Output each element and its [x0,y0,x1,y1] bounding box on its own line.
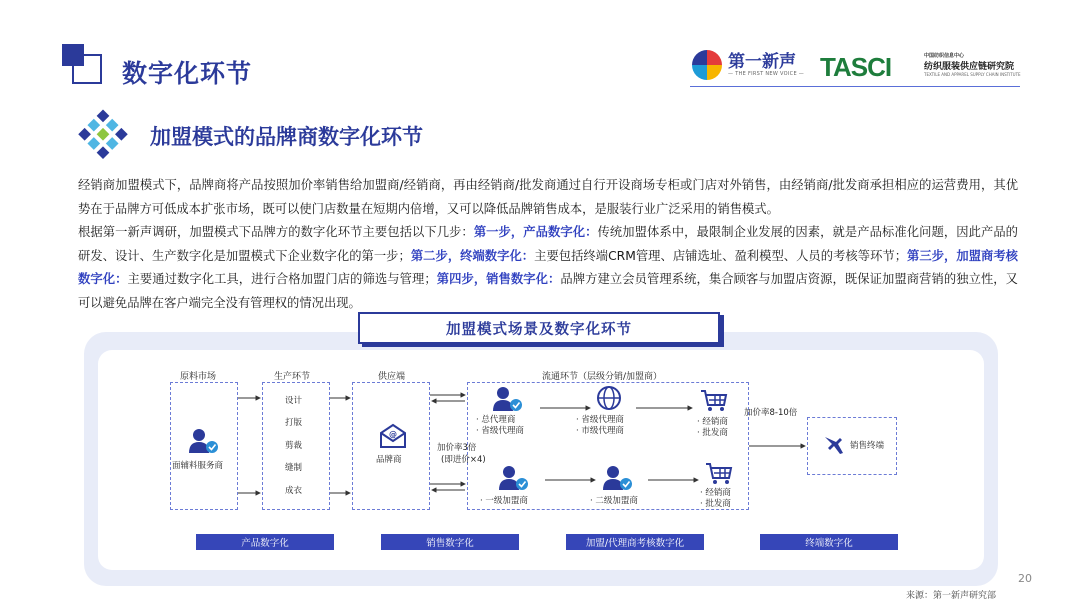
brand1-slogan: — THE FIRST NEW VOICE — [728,71,805,77]
step2-label: 第二步，终端数字化： [410,248,535,263]
top-agent-1: · 总代理商 [476,415,516,425]
institute-en: TEXTILE AND APPAREL SUPPLY CHAIN INSTITUTE [924,72,1021,77]
top-dealer-1: · 经销商 [697,417,728,427]
low-dealer-2: · 批发商 [700,499,731,509]
markup-3x-label: 加价率3倍 [437,443,477,453]
low-dealer-1: · 经销商 [700,488,731,498]
institute-parent: 中国纺织信息中心 [924,53,965,59]
step3-label: 第三步，加盟商考核数字化： [78,248,1018,286]
para-intro: 经销商加盟模式下，品牌商将产品按照加价率销售给加盟商/经销商，再由经销商/批发商通过自行开设商场专柜或门店对外销售，由经销商/批发商承担相应的运营费用，其优势在于品牌方可低成本扩张市场，既可以使门店数量在短期内倍增，又可以降低品牌销售成本，是服装行业广泛采用的销售模式。 [78,178,1018,216]
svg-text:@: @ [389,430,397,439]
brand-node-label: 品牌商 [376,455,402,465]
top-agent-2: · 省级代理商 [476,426,524,436]
page-title: 数字化环节 [122,59,253,88]
terminal-label: 销售终端 [850,441,885,451]
step1-label: 第一步，产品数字化： [473,225,598,239]
bar-sales-digital: 销售数字化 [381,534,519,550]
prod-step-design: 设计 [285,396,303,406]
raw-node-label: 面辅料服务商 [172,461,224,471]
col-supply: 供应端 [378,372,406,382]
top-dealer-2: · 批发商 [697,428,728,438]
bar-terminal-digital: 终端数字化 [760,534,898,550]
institute-name: 纺织服装供应链研究院 [924,62,1015,72]
step3-text: 主要通过数字化工具，进行合格加盟门店的筛选与管理； [127,272,437,286]
col-raw-market: 原料市场 [180,372,217,382]
step1-text: 传统加盟体系中，最限制企业发展的因素，就是产品标准化问题，因此产品的研发、设计、生产数字化是加盟模式下企业数字化的第一步； [78,225,1018,263]
step4-text: 品牌方建立会员管理系统，集合顾客与加盟店资源，既保证加盟商营销的独立性，又可以避免品牌在客户端完全没有管理权的情况出现。 [78,272,1018,310]
franchisee-2-label: · 二级加盟商 [590,496,638,506]
brand-tasci-logo: TASCI [820,52,892,82]
bar-product-digital: 产品数字化 [196,534,334,550]
markup-3x-note: (即进价×4) [441,455,486,465]
para-lead: 根据第一新声调研，加盟模式下品牌方的数字化环节主要包括以下几步： [78,225,474,239]
col-circulation: 流通环节（层级分销/加盟商） [542,372,663,382]
page-number: 20 [1018,572,1032,585]
source-note: 来源：第一新声研究部 [905,591,996,601]
mid-agent-2: · 市级代理商 [576,426,624,436]
diagram-title: 加盟模式场景及数字化环节 [358,312,720,344]
markup-810-label: 加价率8-10倍 [744,408,798,418]
bar-franchise-digital: 加盟/代理商考核数字化 [566,534,704,550]
franchisee-1-label: · 一级加盟商 [480,496,528,506]
prod-step-pattern: 打版 [285,418,303,428]
brand1-name: 第一新声 [728,52,796,72]
col-production: 生产环节 [274,372,311,382]
prod-step-cut: 剪裁 [285,441,303,451]
step2-text: 主要包括终端CRM管理、店铺选址、盈利模型、人员的考核等环节； [534,248,908,263]
section-title: 加盟模式的品牌商数字化环节 [150,125,423,149]
mid-agent-1: · 省级代理商 [576,415,624,425]
prod-step-garment: 成衣 [285,486,303,496]
prod-step-sew: 缝制 [285,463,303,473]
step4-label: 第四步，销售数字化： [436,272,561,286]
